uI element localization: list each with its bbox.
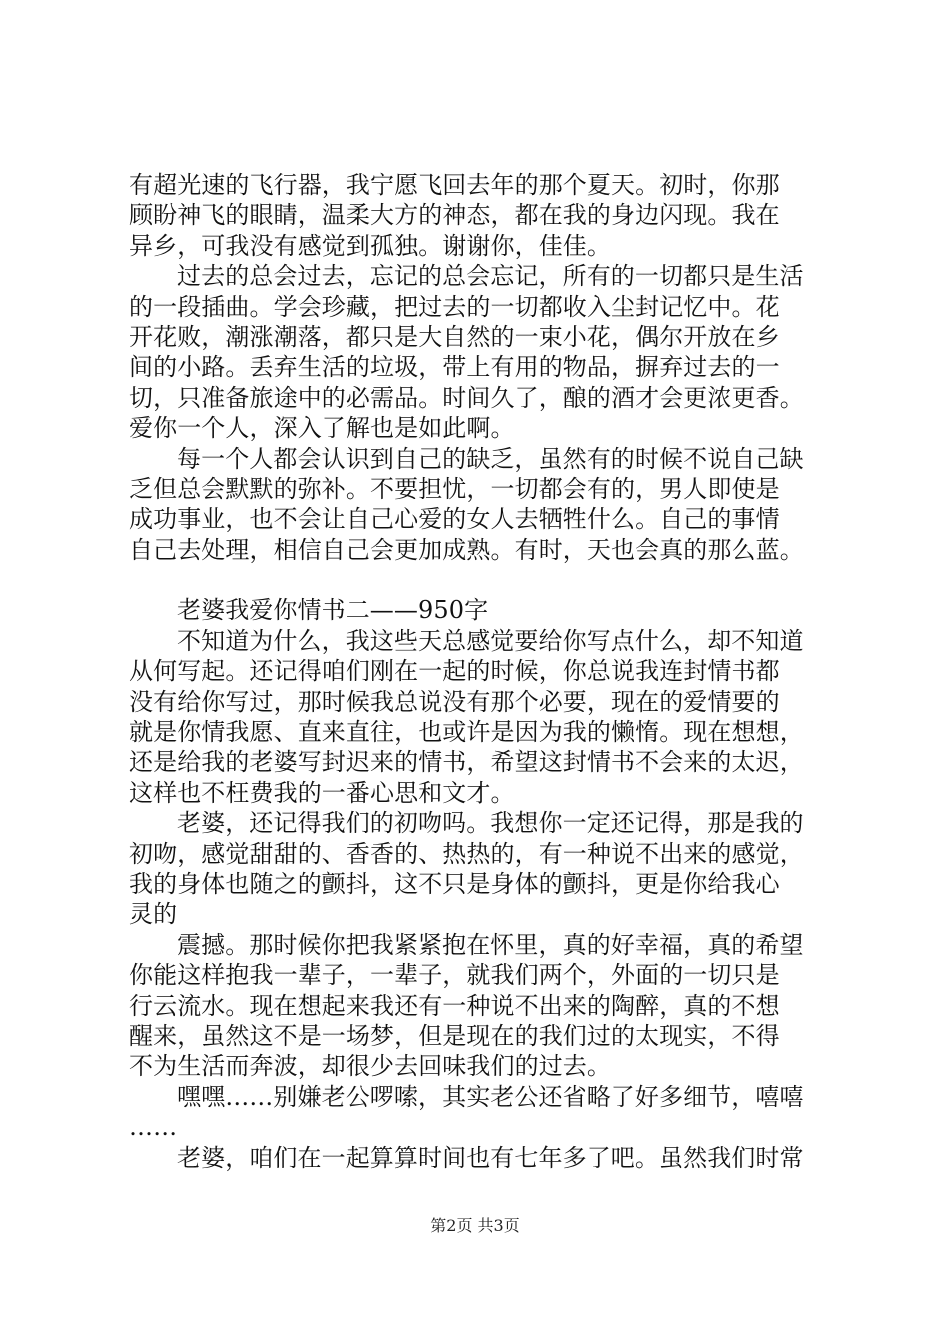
text-line: 顾盼神飞的眼睛，温柔大方的神态，都在我的身边闪现。我在 xyxy=(129,201,780,230)
text-line: 震撼。那时候你把我紧紧抱在怀里，真的好幸福，真的希望 xyxy=(177,930,804,959)
text-line: 老婆，还记得我们的初吻吗。我想你一定还记得，那是我的 xyxy=(177,809,804,838)
text-line: 乏但总会默默的弥补。不要担忧，一切都会有的，男人即使是 xyxy=(129,474,780,503)
text-line: 的一段插曲。学会珍藏，把过去的一切都收入尘封记忆中。花 xyxy=(129,292,780,321)
text-line: 切，只准备旅途中的必需品。时间久了，酿的酒才会更浓更香。 xyxy=(129,383,804,412)
page-number-footer: 第2页 共3页 xyxy=(430,1216,520,1235)
text-line: 没有给你写过，那时候我总说没有那个必要，现在的爱情要的 xyxy=(129,687,780,716)
text-line: 我的身体也随之的颤抖，这不只是身体的颤抖，更是你给我心 xyxy=(129,869,780,898)
text-line: 爱你一个人，深入了解也是如此啊。 xyxy=(129,414,515,443)
text-line: 自己去处理，相信自己会更加成熟。有时，天也会真的那么蓝。 xyxy=(129,535,804,564)
text-line: 你能这样抱我一辈子，一辈子，就我们两个，外面的一切只是 xyxy=(129,961,780,990)
text-line: 异乡，可我没有感觉到孤独。谢谢你，佳佳。 xyxy=(129,231,611,260)
text-line: 初吻，感觉甜甜的、香香的、热热的，有一种说不出来的感觉， xyxy=(129,839,804,868)
text-line: 成功事业，也不会让自己心爱的女人去牺牲什么。自己的事情 xyxy=(129,505,780,534)
text-line: 老婆我爱你情书二——950字 xyxy=(177,596,489,625)
text-line: 间的小路。丢弃生活的垃圾，带上有用的物品，摒弃过去的一 xyxy=(129,353,780,382)
text-line: 过去的总会过去，忘记的总会忘记，所有的一切都只是生活 xyxy=(177,262,804,291)
text-line: 不知道为什么，我这些天总感觉要给你写点什么，却不知道 xyxy=(177,626,804,655)
blank-line xyxy=(129,565,849,595)
text-line: 还是给我的老婆写封迟来的情书，希望这封情书不会来的太迟， xyxy=(129,748,804,777)
text-line: 醒来，虽然这不是一场梦，但是现在的我们过的太现实，不得 xyxy=(129,1021,780,1050)
text-line: 老婆，咱们在一起算算时间也有七年多了吧。虽然我们时常 xyxy=(177,1143,804,1172)
text-line: 灵的 xyxy=(129,900,178,929)
text-line: 开花败，潮涨潮落，都只是大自然的一束小花，偶尔开放在乡 xyxy=(129,322,780,351)
text-line: 嘿嘿……别嫌老公啰嗦，其实老公还省略了好多细节，嘻嘻 xyxy=(177,1082,804,1111)
text-line: …… xyxy=(129,1113,178,1142)
text-line: 不为生活而奔波，却很少去回味我们的过去。 xyxy=(129,1052,611,1081)
text-line: 每一个人都会认识到自己的缺乏，虽然有的时候不说自己缺 xyxy=(177,444,804,473)
document-body xyxy=(129,170,849,1173)
text-line: 这样也不枉费我的一番心思和文才。 xyxy=(129,778,515,807)
text-line: 从何写起。还记得咱们刚在一起的时候，你总说我连封情书都 xyxy=(129,657,780,686)
text-line: 就是你情我愿、直来直往，也或许是因为我的懒惰。现在想想， xyxy=(129,718,804,747)
text-line: 行云流水。现在想起来我还有一种说不出来的陶醉，真的不想 xyxy=(129,991,780,1020)
text-line: 有超光速的飞行器，我宁愿飞回去年的那个夏天。初时，你那 xyxy=(129,171,780,199)
